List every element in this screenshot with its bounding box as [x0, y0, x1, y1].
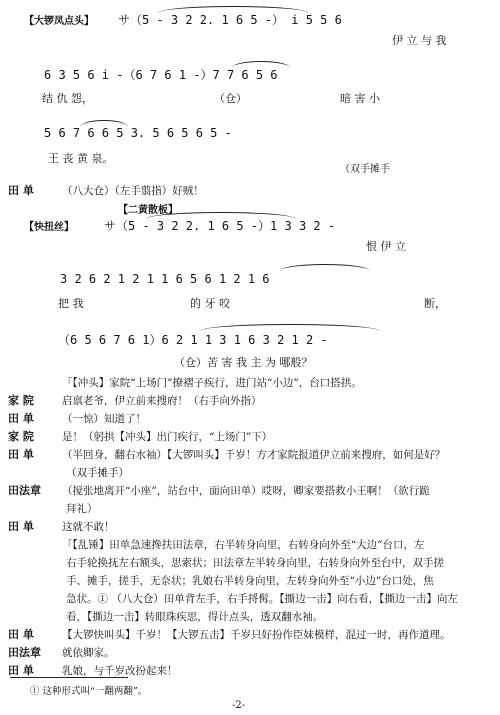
notation-line-1: サ（5 - 3 2 2. 1 6 5 -） i 5 5 6: [118, 13, 342, 27]
dialogue-text: 这就不敢！: [62, 521, 115, 533]
music-tag: 【大锣凤点头】: [24, 16, 94, 27]
dialogue-text: （一惊）知道了！: [62, 413, 146, 425]
speech-text: （八大仓）（左手翦指）好贼！: [62, 185, 204, 197]
lyrics-line-1: 伊 立 与 我: [392, 34, 447, 47]
dialogue-text: 右手轮换抚左右额头，思索状；田法章左半转身向里，右转身向外至台中，双手搓: [66, 557, 444, 569]
dialogue-text: 「【冲头】家院“上场门”撩褶子疾行，进门站“小边”，台口搭拱。: [62, 377, 362, 389]
dialogue-text: 手、摊手，搓手，无奈状；乳娘右半转身向里，左转身向外至“小边”台口处，焦: [66, 575, 434, 587]
dialogue-text: 是！（躬拱【冲头】出门疾行，“上场门”下）: [62, 431, 273, 443]
notation-line-2: 6 3 5 6 i -（6 7 6 1 -）7 7 6 5 6: [44, 68, 278, 82]
lyrics-line-5c: 断，: [424, 297, 446, 310]
dialogue-text: 【大锣快叫头】千岁！【大锣五击】千岁只好扮作臣妹模样，混过一时，再作道理。: [62, 629, 451, 641]
lyrics-line-5b: 的 牙 咬: [190, 297, 230, 310]
dialogue-text: 拜礼）: [66, 503, 98, 515]
speaker: 田法章: [8, 646, 41, 659]
music-tag: 【快扭丝】: [24, 222, 74, 233]
lyrics-line-5a: 把 我: [58, 297, 84, 310]
notation-line-4: サ（5 - 3 2 2. 1 6 5 -）1 3 3 2 -: [104, 219, 336, 233]
speaker: 田法章: [8, 484, 41, 497]
speaker: 家 院: [8, 394, 34, 407]
footnote: ① 这种形式叫“一翻两翻”。: [30, 686, 148, 697]
slur: [158, 6, 308, 13]
page-number: -2-: [232, 700, 246, 711]
dialogue-text: （半回身，翻右水袖）【大锣叫头】千岁！方才家院报道伊立前来搜府，如何是好？: [62, 449, 446, 461]
stage-note: （双手摊手: [340, 164, 390, 175]
lyrics-line-6: （仓）苦 害 我 主 为 哪般？: [174, 356, 313, 369]
speaker: 田 单: [8, 412, 34, 425]
notation-line-6: （6 5 6 7 6 1）6 2 1 1 3 1 6 3 2 1 2 -: [58, 333, 328, 347]
slur: [146, 212, 296, 219]
slur: [280, 264, 370, 271]
lyrics-line-2a: 结 仇 怨，: [42, 92, 93, 105]
music-tag: 【二黄散板】: [118, 205, 178, 216]
dialogue-text: 启禀老爷，伊立前来搜府！（右手向外指）: [62, 395, 262, 407]
footnote-rule: [10, 677, 128, 678]
dialogue-text: 急状。① （八大仓）田单背左手，右手捋髯。【撕边一击】向右看，【撕边一击】向左: [66, 593, 458, 605]
notation-line-3: 5 6 7 6 6 5 3. 5 6 5 6 5 -: [44, 126, 232, 140]
speaker: 田 单: [8, 520, 34, 533]
dialogue-text: （搅张地离开“小座”，站台中，面向田单）哎呀，卿家要搭救小王啊！（欲行跪: [62, 485, 430, 497]
slur: [80, 120, 128, 127]
speaker: 田 单: [8, 628, 34, 641]
speaker: 田 单: [8, 184, 34, 197]
lyrics-line-2c: 暗 害 小: [340, 92, 380, 105]
lyrics-line-4: 恨 伊 立: [366, 240, 406, 253]
dialogue-text: 看，【撕边一击】转眼珠疾思，得计点头，透双翻水袖。: [66, 611, 324, 623]
speaker: 田 单: [8, 664, 34, 677]
dialogue-text: 乳娘，与千岁改扮起来！: [62, 665, 178, 677]
dialogue-text: （双手摊手）: [66, 467, 129, 479]
speaker: 家 院: [8, 430, 34, 443]
slur: [232, 61, 290, 68]
speaker: 田 单: [8, 448, 34, 461]
dialogue-text: 「【乱锤】田单急速搀扶田法章，右半转身向里，右转身向外至“大边”台口，左: [62, 539, 425, 551]
dialogue-text: 就依卿家。: [62, 647, 115, 659]
lyrics-line-2b: （仓）: [214, 92, 247, 105]
slur: [200, 324, 380, 331]
notation-line-5: 3 2 6 2 1 2 1 1 6 5 6 1 2 1 6: [60, 272, 270, 286]
lyrics-line-3: 王 丧 黄 泉。: [48, 152, 114, 165]
